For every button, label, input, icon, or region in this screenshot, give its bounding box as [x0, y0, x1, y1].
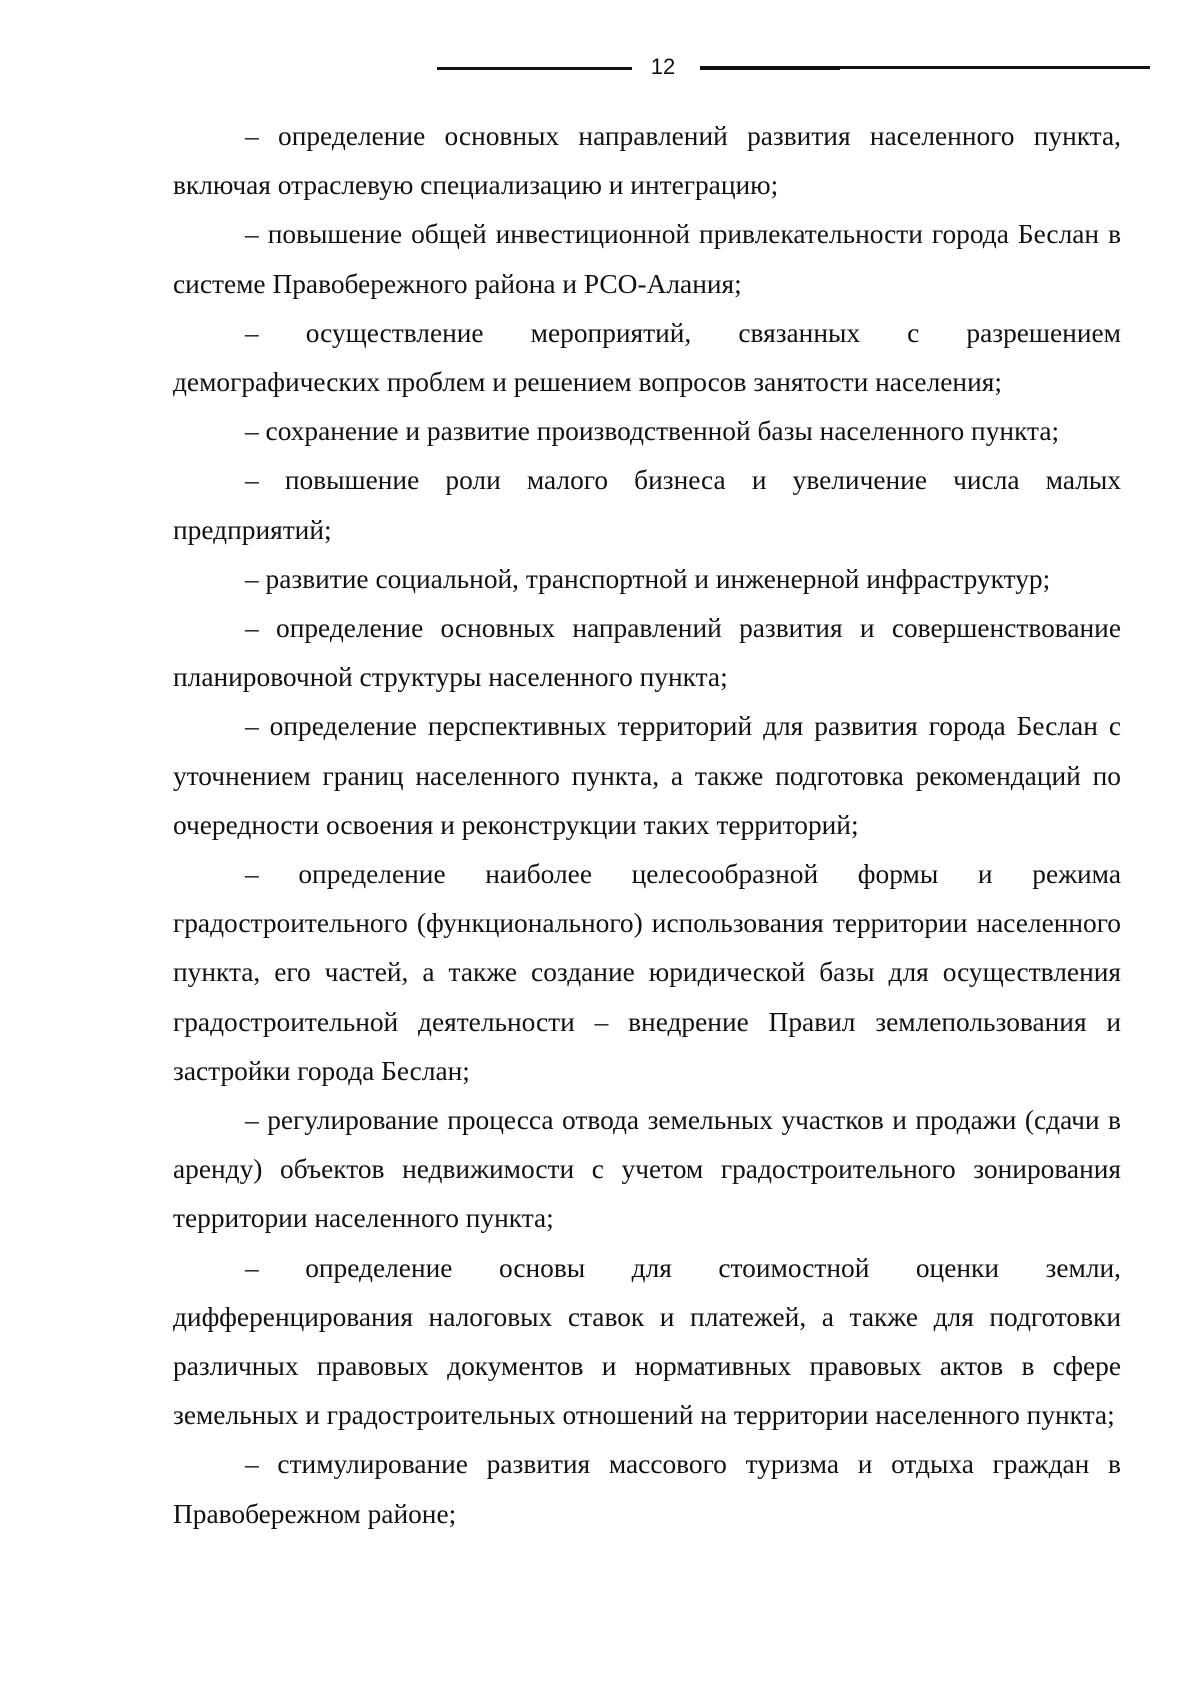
- list-item: – развитие социальной, транспортной и инженерной инфраструктур;: [245, 563, 1051, 594]
- list-item: – определение наиболее целесообразной формы и режима градостроительного (функционального) использования территории населенного пункта, его частей, а также создание юридической базы для осуществления градостроительной деятельности – внедрение Правил землепользования и застройки города Беслан;: [173, 859, 1121, 1086]
- list-item: – повышение роли малого бизнеса и увеличение числа малых предприятий;: [173, 465, 1121, 545]
- list-item: – сохранение и развитие производственной базы населенного пункта;: [245, 416, 1060, 447]
- list-item: – осуществление мероприятий, связанных с разрешением демографических проблем и решением вопросов занятости населения;: [173, 317, 1121, 398]
- header-rule-left: [437, 67, 632, 70]
- header-rule-right: [700, 66, 1150, 69]
- document-body: [173, 112, 1121, 1539]
- list-item: – регулирование процесса отвода земельных участков и продажи (сдачи в аренду) объектов недвижимости с учетом градостроительного зонирования территории населенного пункта;: [173, 1105, 1121, 1234]
- header-rule-right-thin: [700, 69, 840, 70]
- list-item: – определение основных направлений развития населенного пункта, включая отраслевую специализацию и интеграцию;: [173, 121, 1121, 201]
- list-item: – определение перспективных территорий для развития города Беслан с уточнением границ населенного пункта, а также подготовка рекомендаций по очередности освоения и реконструкции таких территорий;: [173, 711, 1121, 840]
- list-item: – определение основы для стоимостной оценки земли, дифференцирования налоговых ставок и платежей, а также для подготовки различных правовых документов и нормативных правовых актов в сфере земельных и градостроительных отношений на территории населенного пункта;: [173, 1252, 1121, 1431]
- page-number: 12: [650, 54, 676, 79]
- list-item: – определение основных направлений развития и совершенствование планировочной структуры населенного пункта;: [173, 613, 1121, 693]
- page-header: [0, 52, 1200, 86]
- list-item: – стимулирование развития массового туризма и отдыха граждан в Правобережном районе;: [173, 1449, 1121, 1529]
- list-item: – повышение общей инвестиционной привлекательности города Беслан в системе Правобережного района и РСО-Алания;: [173, 219, 1121, 299]
